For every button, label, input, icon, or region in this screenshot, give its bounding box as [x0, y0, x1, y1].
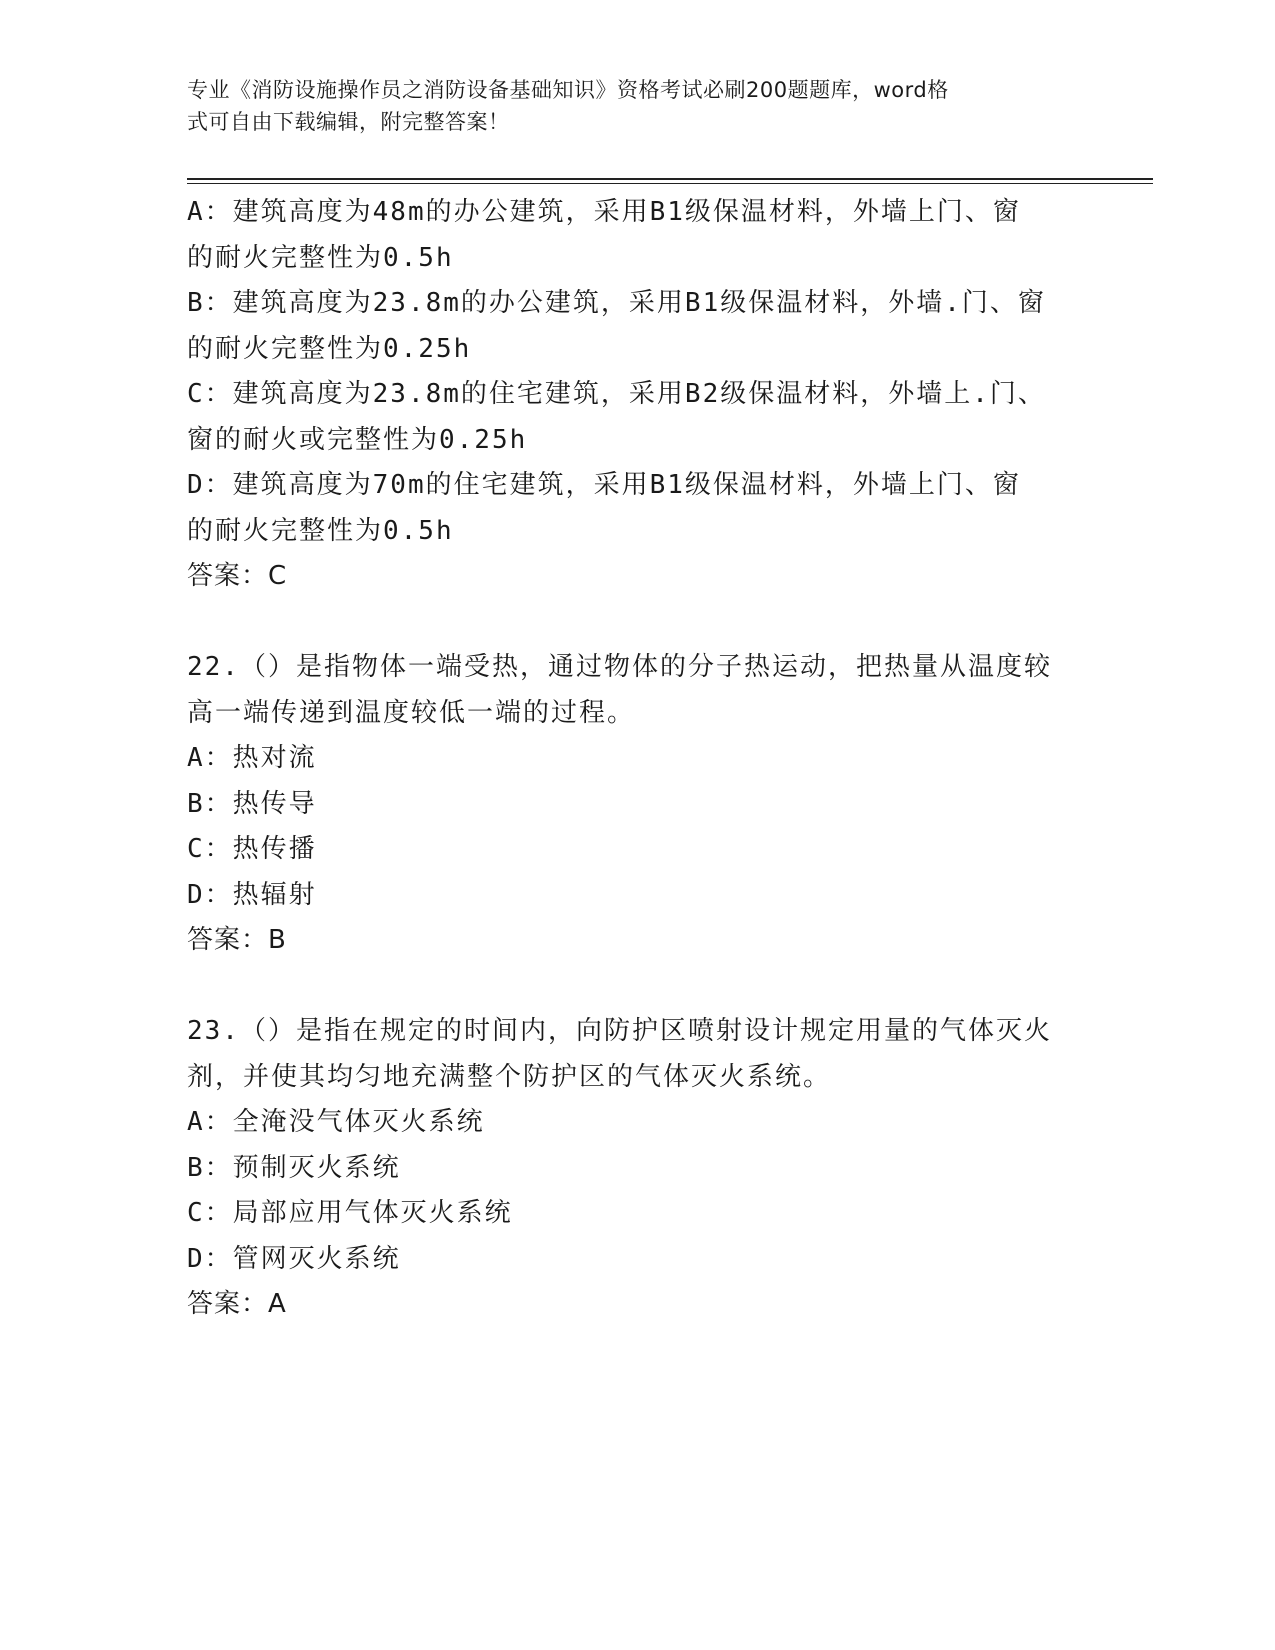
answer: 答案：A: [187, 1289, 287, 1319]
answer: 答案：C: [187, 561, 288, 591]
question-content: [187, 190, 1087, 1328]
spacer: [187, 600, 1087, 646]
option-b: B：预制灭火系统: [187, 1152, 401, 1183]
spacer: [187, 964, 1087, 1010]
option-d: D：管网灭火系统: [187, 1243, 401, 1274]
option-c: C：局部应用气体灭火系统: [187, 1198, 513, 1228]
question-stem-line-2: 剂，并使其均匀地充满整个防护区的气体灭火系统。: [187, 1061, 832, 1092]
option-d-line-2: 的耐火完整性为0.5h: [187, 515, 454, 546]
option-a-line-1: A：建筑高度为48m的办公建筑，采用B1级保温材料，外墙上门、窗: [187, 197, 1021, 227]
question-22: [187, 645, 1087, 964]
question-stem-line-2: 高一端传递到温度较低一端的过程。: [187, 697, 636, 728]
header-divider-thick: [187, 178, 1153, 180]
header-divider-thin: [187, 183, 1153, 184]
option-c: C：热传播: [187, 834, 317, 864]
option-a: A：全淹没气体灭火系统: [187, 1107, 485, 1137]
question-stem-line-1: 23.（）是指在规定的时间内，向防护区喷射设计规定用量的气体灭火: [187, 1016, 1052, 1046]
question-stem-line-1: 22.（）是指物体一端受热，通过物体的分子热运动，把热量从温度较: [187, 652, 1052, 682]
option-b: B：热传导: [187, 788, 317, 819]
option-a: A：热对流: [187, 743, 317, 773]
question-21: [187, 190, 1087, 600]
answer: 答案：B: [187, 925, 287, 955]
header-line-2: 式可自由下载编辑，附完整答案！: [187, 110, 510, 134]
option-d-line-1: D：建筑高度为70m的住宅建筑，采用B1级保温材料，外墙上门、窗: [187, 470, 1021, 500]
option-a-line-2: 的耐火完整性为0.5h: [187, 242, 454, 273]
header-line-1: 专业《消防设施操作员之消防设备基础知识》资格考试必刷200题题库，word格: [187, 78, 949, 102]
option-b-line-1: B：建筑高度为23.8m的办公建筑，采用B1级保温材料，外墙.门、窗: [187, 288, 1046, 318]
option-d: D：热辐射: [187, 879, 317, 910]
document-header: [187, 74, 1067, 138]
option-c-line-1: C：建筑高度为23.8m的住宅建筑，采用B2级保温材料，外墙上.门、: [187, 379, 1046, 409]
question-23: [187, 1009, 1087, 1328]
option-c-line-2: 窗的耐火或完整性为0.25h: [187, 424, 528, 455]
option-b-line-2: 的耐火完整性为0.25h: [187, 333, 472, 364]
